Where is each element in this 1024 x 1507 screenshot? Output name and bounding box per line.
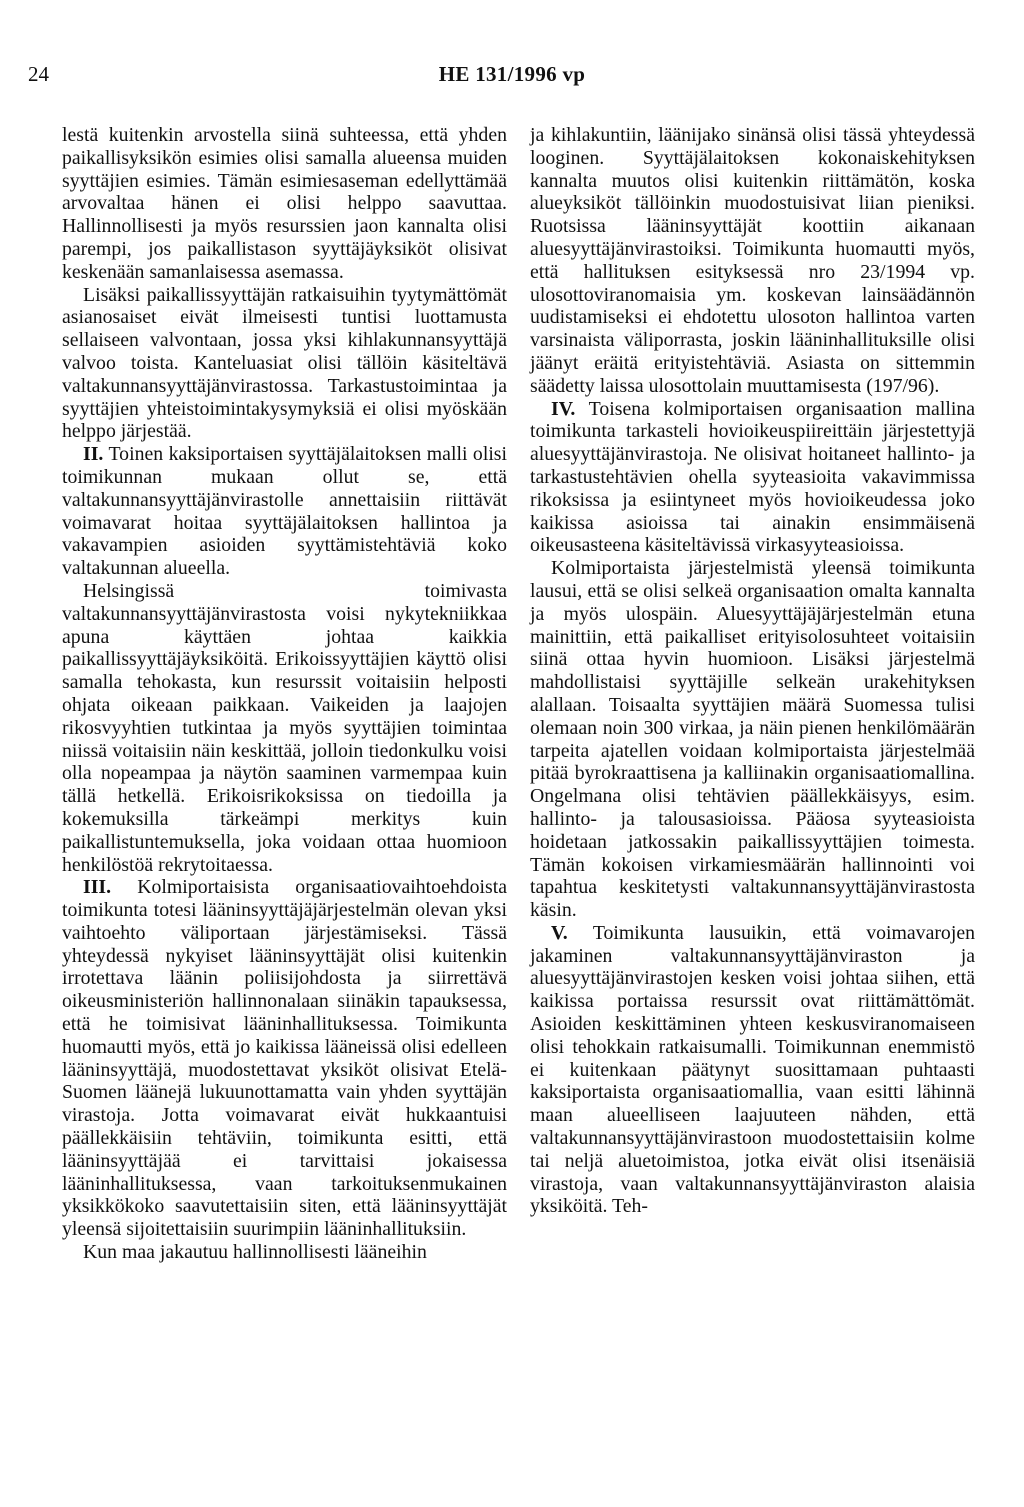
page-number: 24 <box>28 62 49 86</box>
left-column <box>62 124 507 1264</box>
paragraph: IV. Toisena kolmiportaisen organisaation mallina toimikunta tarkasteli hovioikeuspiireittäin järjestettyjä aluesyyttäjänvirastoja. Ne olisivat hoitaneet hallinto- ja tarkastustehtävien ohella syyteasioita vakavimmissa rikoksissa ja esiintyneet myös hovioikeudessa joko kaikissa asioissa tai ainakin ensimmäisenä oikeusasteena käsiteltävissä virkasyyteasioissa. <box>530 397 975 557</box>
roman-numeral: V. <box>551 921 568 944</box>
document-id: HE 131/1996 vp <box>438 62 586 86</box>
paragraph: II. Toinen kaksiportaisen syyttäjälaitoksen malli olisi toimikunnan mukaan ollut se, että valtakunnansyyttäjänvirastolle annettaisiin riittävät voimavarat hoitaa syyttäjälaitoksen hallintoa ja vakavampien asioiden syyttämistehtäviä koko valtakunnan alueella. <box>62 443 508 580</box>
paragraph: ja kihlakuntiin, läänijako sinänsä olisi tässä yhteydessä looginen. Syyttäjälaitoksen kokonaiskehityksen kannalta muutos olisi kuitenkin riittämätön, koska alueyksiköt tällöinkin muodostuisivat liian pieniksi. Ruotsissa lääninsyyttäjät koottiin aikanaan aluesyyttäjänvirastoiksi. Toimikunta huomautti myös, että hallituksen esityksessä nro 23/1994 vp. ulosottoviranomaisia ym. koskevan lainsäädännön uudistamiseksi ei ehdotettu ulosoton hallintoa varten varsinaista väliporrasta, joskin lääninhallituksille olisi jäänyt eräitä erityistehtäviä. Asiasta on sittemmin säädetty laissa ulosottolain muuttamisesta (197/96). <box>530 124 975 397</box>
paragraph: Helsingissä toimivasta valtakunnansyyttäjänvirastosta voisi nykytekniikkaa apuna käyttäen johtaa kaikkia paikallissyyttäjäyksiköitä. Erikoissyyttäjien käyttö olisi samalla tehokasta, kun resurssit voitaisiin helposti ohjata oikeaan paikkaan. Vaikeiden ja laajojen rikosvyyhtien tutkintaa ja myös syyttäjien toimintaa niissä voitaisiin näin keskittää, jolloin tiedonkulku voisi olla nopeampaa ja näytön saaminen varmempaa kuin tällä hetkellä. Erikoisrikoksissa on tiedoilla ja kokemuksilla tärkeämpi merkitys kuin paikallistuntemuksella, joka voidaan ottaa huomioon henkilöstöä rekrytoitaessa. <box>62 579 507 876</box>
paragraph: III. Kolmiportaisista organisaatiovaihtoehdoista toimikunta totesi lääninsyyttäjäjärjestelmän olevan yksi vaihtoehto väliportaan järjestämiseksi. Tässä yhteydessä nykyiset lääninsyyttäjät olisi kuitenkin irrotettava läänin poliisijohdosta ja siirrettävä oikeusministeriön hallinnonalaan siinäkin tapauksessa, että he toimisivat lääninhallituksessa. Toimikunta huomautti myös, että jo kaikissa lääneissä olisi edelleen lääninsyyttäjä, muodostettavat yksiköt olisivat Etelä-Suomen läänejä lukuunottamatta vain yhden syyttäjän virastoja. Jotta voimavarat eivät hukkaantuisi päällekkäisiin tehtäviin, toimikunta esitti, että lääninsyyttäjää ei tarvittaisi jokaisessa lääninhallituksessa, vaan tarkoituksenmukainen yksikkökoko saavutettaisiin siten, että lääninsyyttäjät yleensä sijoitettaisiin suurimpiin lääninhallituksiin. <box>62 876 507 1241</box>
paragraph: lestä kuitenkin arvostella siinä suhteessa, että yhden paikallisyksikön esimies olisi samalla alueensa muiden syyttäjien esimies. Tämän esimiesaseman edellyttämää arvovaltaa hänen ei olisi helppo saavuttaa. Hallinnollisesti ja myös resurssien jaon kannalta olisi parempi, jos paikallistason syyttäjäyksiköt olisivat keskenään samanlaisessa asemassa. <box>62 124 507 283</box>
roman-numeral: IV. <box>551 397 576 420</box>
roman-numeral: II. <box>83 443 104 466</box>
paragraph: V. Toimikunta lausuikin, että voimavarojen jakaminen valtakunnansyyttäjänviraston ja aluesyyttäjänvirastojen kesken voisi johtaa siihen, että kaikissa portaissa resurssit ovat riittämättömät. Asioiden keskittäminen yhteen keskusviranomaiseen olisi tehokkain ratkaisumalli. Toimikunnan enemmistö ei kuitenkaan päätynyt suosittamaan puhtaasti kaksiportaista organisaatiomallia, vaan esitti lähinnä maan alueelliseen laajuuteen nähden, että valtakunnansyyttäjänvirastoon muodostettaisiin kolme tai neljä aluetoimistoa, jotka eivät olisi itsenäisiä virastoja, vaan valtakunnansyyttäjänviraston alaisia yksiköitä. Teh- <box>530 921 975 1218</box>
right-column <box>530 124 975 1218</box>
roman-numeral: III. <box>83 876 112 899</box>
paragraph: Kolmiportaista järjestelmistä yleensä toimikunta lausui, että se olisi selkeä organisaation omalta kannalta ja myös ulospäin. Aluesyyttäjäjärjestelmän etuna mainittiin, että paikalliset erityisolosuhteet voitaisiin siinä ottaa hyvin huomioon. Lisäksi järjestelmä mahdollistaisi syyttäjille selkeän urakehityksen alallaan. Toisaalta syyttäjien määrä Suomessa tulisi olemaan noin 300 virkaa, ja näin pienen henkilömäärän tarpeita ajatellen voidaan kolmiportaista järjestelmää pitää byrokraattisena ja kalliinakin organisaatiomallina. Ongelmana olisi tehtävien päällekkäisyys, esim. hallinto- ja talousasioissa. Pääosa syyteasioista hoidetaan jatkossakin paikallissyyttäjien toimesta. Tämän kokoisen virkamiesmäärän hallinnointi voi tapahtua keskitetysti valtakunnansyyttäjänvirastosta käsin. <box>530 557 975 922</box>
paragraph: Kun maa jakautuu hallinnollisesti lääneihin <box>83 1241 427 1264</box>
paragraph: Lisäksi paikallissyyttäjän ratkaisuihin tyytymättömät asianosaiset eivät ilmeisesti tuntisi luottamusta sellaiseen valvontaan, jossa yksi kihlakunnansyyttäjä valvoo toista. Kanteluasiat olisi tällöin käsiteltävä valtakunnansyyttäjänvirastossa. Tarkastustoimintaa ja syyttäjien yhteistoimintakysymyksiä ei olisi myöskään helppo järjestää. <box>62 283 507 443</box>
